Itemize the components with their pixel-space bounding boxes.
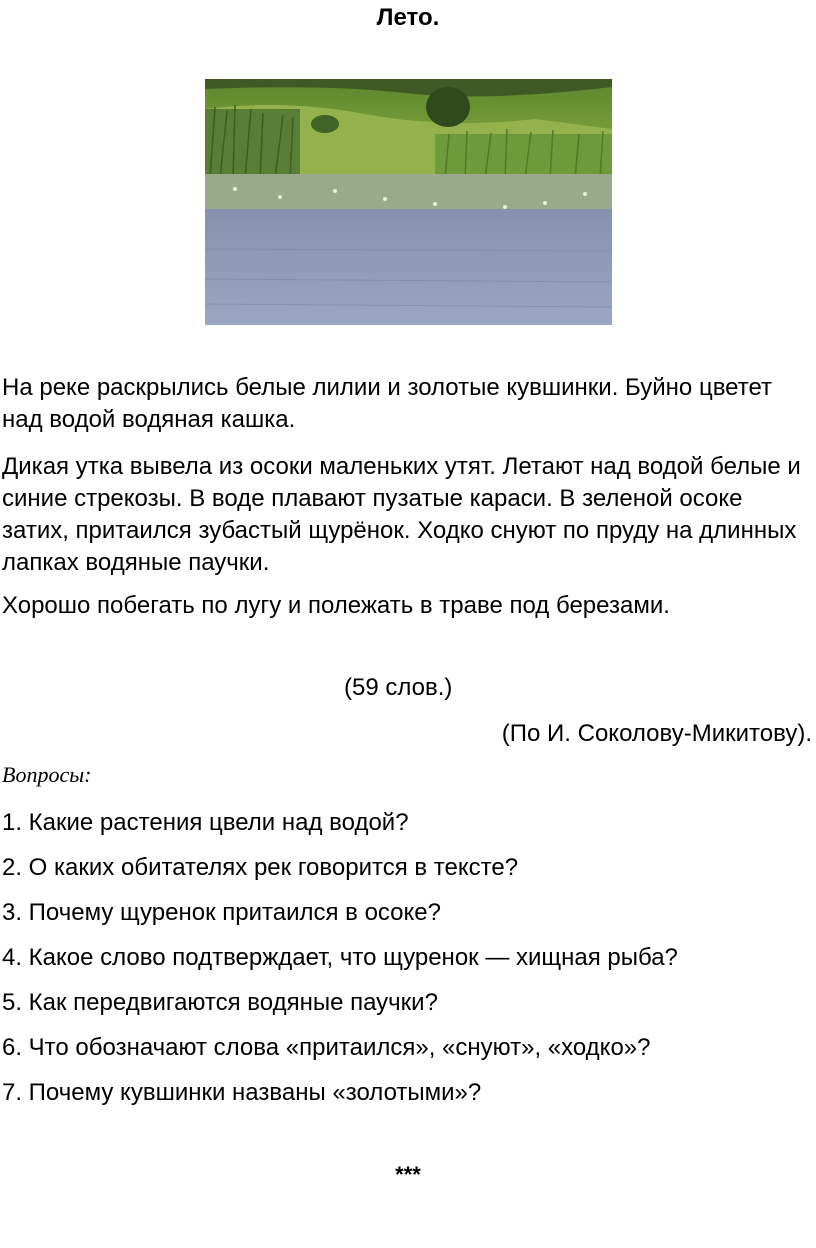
questions-heading: Вопросы: [2,762,92,787]
question-item: 6. Что обозначают слова «притаился», «снуют», «ходко»? [2,1034,651,1061]
question-item: 5. Как передвигаются водяные паучки? [2,989,438,1016]
question-item: 3. Почему щуренок притаился в осоке? [2,899,441,926]
section-separator: *** [395,1162,421,1187]
question-item: 4. Какое слово подтверждает, что щуренок — хищная рыба? [2,944,678,971]
question-item: 7. Почему кувшинки названы «золотыми»? [2,1079,482,1106]
author-attribution: (По И. Соколову-Микитову). [501,720,812,747]
paragraph-3: Хорошо побегать по лугу и полежать в траве под березами. [2,592,670,619]
document-title: Лето. [376,4,440,31]
river-photo [205,79,612,325]
question-item: 2. О каких обитателях рек говорится в тексте? [2,854,519,881]
paragraph-1: На реке раскрылись белые лилии и золотые кувшинки. Буйно цветет над водой водяная кашка. [2,374,772,433]
paragraph-2: Дикая утка вывела из осоки маленьких утят. Летают над водой белые и синие стрекозы. В воде плавают пузатые караси. В зеленой осоке затих, притаился зубастый щурёнок. Ходко снуют по пруду на длинных лапках водяные паучки. [2,453,801,576]
word-count: (59 слов.) [344,674,453,701]
question-item: 1. Какие растения цвели над водой? [2,809,409,836]
questions-list [2,806,678,1121]
